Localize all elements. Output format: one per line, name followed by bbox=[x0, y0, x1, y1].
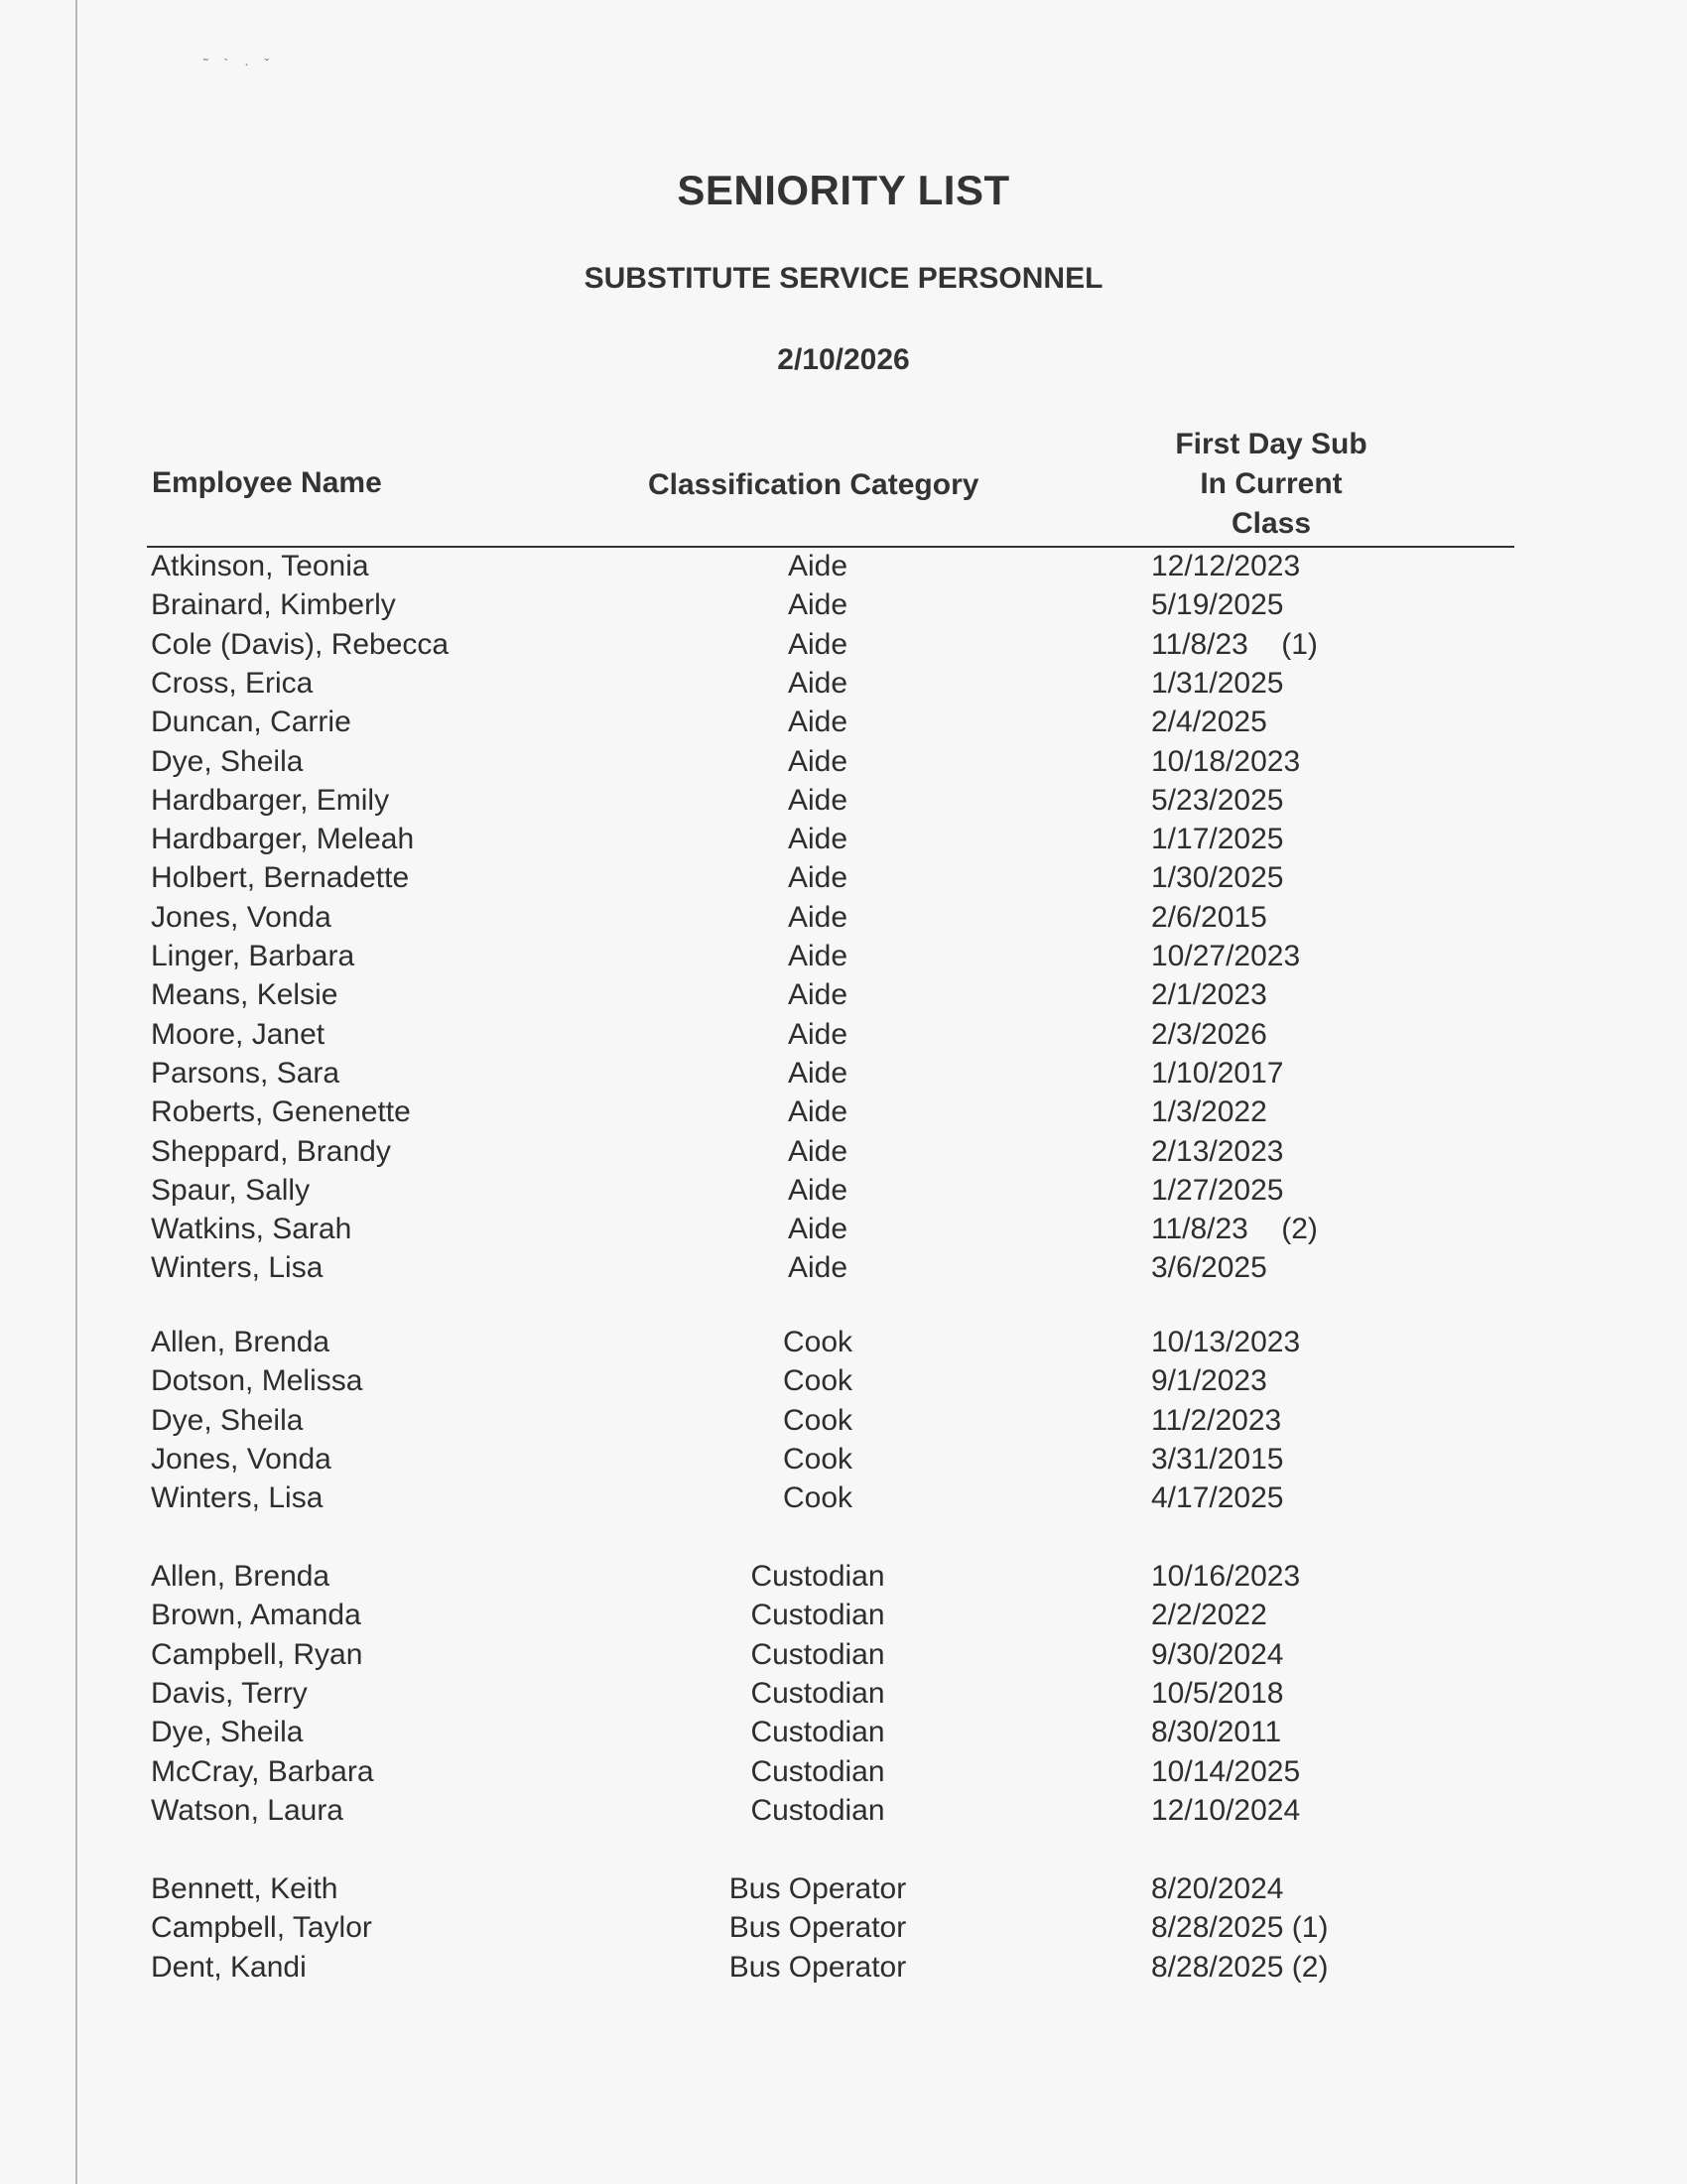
table-row bbox=[0, 1635, 1687, 1675]
header-first-day-sub bbox=[1142, 425, 1400, 544]
employee-name-cell: Holbert, Bernadette bbox=[151, 861, 410, 895]
first-day-cell: 1/10/2017 bbox=[1151, 1056, 1284, 1090]
classification-cell: Aide bbox=[787, 1173, 848, 1207]
classification-cell: Aide bbox=[787, 940, 848, 972]
first-day-cell: 2/6/2015 bbox=[1151, 900, 1267, 934]
list-date: 2/10/2026 bbox=[777, 343, 910, 376]
employee-name-cell: Brainard, Kimberly bbox=[151, 588, 396, 622]
classification-cell: Aide bbox=[787, 978, 848, 1012]
employee-name-cell: Winters, Lisa bbox=[151, 1481, 324, 1515]
employee-name-cell: Jones, Vonda bbox=[151, 1442, 331, 1476]
first-day-cell: 1/30/2025 bbox=[1151, 861, 1284, 895]
first-day-cell: 9/30/2024 bbox=[1151, 1637, 1284, 1671]
table-row bbox=[0, 1752, 1687, 1792]
classification-cell: Bus Operator bbox=[728, 1872, 907, 1905]
first-day-cell: 11/8/23 (2) bbox=[1151, 1213, 1318, 1246]
first-day-cell: 3/31/2015 bbox=[1151, 1442, 1284, 1476]
classification-cell: Aide bbox=[787, 861, 848, 895]
employee-name-cell: Cole (Davis), Rebecca bbox=[151, 627, 450, 661]
classification-cell: Cook bbox=[782, 1403, 853, 1437]
employee-name-cell: Brown, Amanda bbox=[151, 1599, 361, 1632]
classification-cell: Aide bbox=[787, 706, 848, 739]
employee-name-cell: Linger, Barbara bbox=[151, 940, 355, 972]
first-day-cell: 2/2/2022 bbox=[1151, 1599, 1267, 1632]
first-day-cell: 5/23/2025 bbox=[1151, 783, 1284, 817]
employee-name-cell: Davis, Terry bbox=[151, 1676, 308, 1710]
employee-name-cell: Watson, Laura bbox=[151, 1793, 343, 1827]
employee-name-cell: Winters, Lisa bbox=[151, 1251, 324, 1285]
classification-cell: Aide bbox=[787, 627, 848, 661]
table-row bbox=[0, 781, 1687, 821]
table-row bbox=[0, 703, 1687, 742]
employee-name-cell: Allen, Brenda bbox=[151, 1560, 330, 1593]
employee-name-cell: Spaur, Sally bbox=[151, 1173, 311, 1207]
table-row bbox=[0, 1248, 1687, 1288]
table-row bbox=[0, 1869, 1687, 1909]
employee-name-cell: Campbell, Taylor bbox=[151, 1911, 372, 1945]
first-day-cell: 5/19/2025 bbox=[1151, 588, 1284, 622]
first-day-cell: 8/28/2025 (2) bbox=[1151, 1950, 1329, 1984]
table-row bbox=[0, 1908, 1687, 1948]
table-row bbox=[0, 1948, 1687, 1988]
classification-cell: Cook bbox=[782, 1326, 853, 1358]
classification-cell: Bus Operator bbox=[728, 1950, 907, 1984]
table-row bbox=[0, 975, 1687, 1015]
header-first-day-line3: Class bbox=[1231, 507, 1312, 540]
employee-name-cell: Means, Kelsie bbox=[151, 978, 338, 1012]
table-row bbox=[0, 898, 1687, 938]
classification-cell: Custodian bbox=[750, 1560, 885, 1593]
first-day-cell: 10/27/2023 bbox=[1151, 940, 1301, 972]
first-day-cell: 2/4/2025 bbox=[1151, 706, 1267, 739]
employee-name-cell: Cross, Erica bbox=[151, 666, 314, 700]
classification-cell: Cook bbox=[782, 1364, 853, 1398]
table-row bbox=[0, 742, 1687, 782]
table-row bbox=[0, 585, 1687, 625]
table-row bbox=[0, 1015, 1687, 1055]
first-day-cell: 3/6/2025 bbox=[1151, 1251, 1267, 1285]
table-row bbox=[0, 1401, 1687, 1441]
classification-cell: Bus Operator bbox=[728, 1911, 907, 1945]
table-row bbox=[0, 1596, 1687, 1635]
table-row bbox=[0, 1674, 1687, 1714]
page-subtitle: SUBSTITUTE SERVICE PERSONNEL bbox=[584, 262, 1103, 295]
table-row bbox=[0, 1092, 1687, 1132]
table-row bbox=[0, 1440, 1687, 1479]
first-day-cell: 8/28/2025 (1) bbox=[1151, 1911, 1329, 1945]
table-row bbox=[0, 1713, 1687, 1752]
classification-cell: Custodian bbox=[750, 1754, 885, 1788]
employee-name-cell: Roberts, Genenette bbox=[151, 1095, 411, 1129]
first-day-cell: 8/20/2024 bbox=[1151, 1872, 1284, 1905]
classification-cell: Aide bbox=[787, 1056, 848, 1090]
first-day-cell: 1/3/2022 bbox=[1151, 1095, 1267, 1129]
employee-name-cell: Hardbarger, Meleah bbox=[151, 823, 415, 856]
first-day-cell: 2/1/2023 bbox=[1151, 978, 1267, 1012]
employee-name-cell: Moore, Janet bbox=[151, 1017, 325, 1051]
classification-cell: Aide bbox=[787, 744, 848, 778]
employee-name-cell: Sheppard, Brandy bbox=[151, 1134, 391, 1168]
classification-cell: Aide bbox=[787, 588, 848, 622]
first-day-cell: 1/27/2025 bbox=[1151, 1173, 1284, 1207]
table-row bbox=[0, 1478, 1687, 1518]
first-day-cell: 1/17/2025 bbox=[1151, 823, 1284, 856]
table-row bbox=[0, 858, 1687, 898]
classification-cell: Aide bbox=[787, 900, 848, 934]
classification-cell: Aide bbox=[787, 823, 848, 856]
classification-cell: Custodian bbox=[750, 1599, 885, 1632]
table-row bbox=[0, 937, 1687, 976]
first-day-cell: 10/16/2023 bbox=[1151, 1560, 1301, 1593]
classification-cell: Custodian bbox=[750, 1637, 885, 1671]
table-row bbox=[0, 820, 1687, 859]
classification-cell: Aide bbox=[787, 1134, 848, 1168]
classification-cell: Aide bbox=[787, 1095, 848, 1129]
first-day-cell: 11/2/2023 bbox=[1151, 1403, 1282, 1437]
classification-cell: Aide bbox=[787, 1017, 848, 1051]
first-day-cell: 12/12/2023 bbox=[1151, 550, 1301, 582]
classification-cell: Aide bbox=[787, 783, 848, 817]
first-day-cell: 2/13/2023 bbox=[1151, 1134, 1284, 1168]
header-first-day-line2: In Current bbox=[1200, 467, 1343, 500]
table-row bbox=[0, 1557, 1687, 1597]
employee-name-cell: Dent, Kandi bbox=[151, 1950, 307, 1984]
employee-name-cell: Atkinson, Teonia bbox=[151, 550, 369, 582]
page-title: SENIORITY LIST bbox=[677, 167, 1010, 213]
employee-name-cell: Dye, Sheila bbox=[151, 1716, 304, 1749]
first-day-cell: 11/8/23 (1) bbox=[1151, 627, 1318, 661]
header-first-day-line1: First Day Sub bbox=[1175, 428, 1367, 460]
employee-name-cell: Dotson, Melissa bbox=[151, 1364, 363, 1398]
header-employee-name: Employee Name bbox=[152, 466, 382, 499]
classification-cell: Cook bbox=[782, 1442, 853, 1476]
first-day-cell: 1/31/2025 bbox=[1151, 666, 1284, 700]
classification-cell: Custodian bbox=[750, 1676, 885, 1710]
first-day-cell: 10/5/2018 bbox=[1151, 1676, 1284, 1710]
header-classification-category: Classification Category bbox=[648, 468, 979, 501]
employee-name-cell: Allen, Brenda bbox=[151, 1326, 330, 1358]
employee-name-cell: Jones, Vonda bbox=[151, 900, 331, 934]
table-row bbox=[0, 1361, 1687, 1401]
table-row bbox=[0, 1210, 1687, 1249]
table-row bbox=[0, 547, 1687, 586]
first-day-cell: 4/17/2025 bbox=[1151, 1481, 1284, 1515]
employee-name-cell: Bennett, Keith bbox=[151, 1872, 338, 1905]
first-day-cell: 12/10/2024 bbox=[1151, 1793, 1301, 1827]
employee-name-cell: Parsons, Sara bbox=[151, 1056, 340, 1090]
classification-cell: Cook bbox=[782, 1481, 853, 1515]
table-row bbox=[0, 664, 1687, 704]
table-row bbox=[0, 1054, 1687, 1093]
employee-name-cell: McCray, Barbara bbox=[151, 1754, 374, 1788]
table-row bbox=[0, 1171, 1687, 1211]
first-day-cell: 10/18/2023 bbox=[1151, 744, 1301, 778]
classification-cell: Aide bbox=[787, 666, 848, 700]
first-day-cell: 10/13/2023 bbox=[1151, 1326, 1301, 1358]
classification-cell: Custodian bbox=[750, 1716, 885, 1749]
employee-name-cell: Duncan, Carrie bbox=[151, 706, 351, 739]
first-day-cell: 8/30/2011 bbox=[1151, 1716, 1282, 1749]
scan-speck-mark: ˜ ` · ˇ bbox=[203, 56, 276, 71]
first-day-cell: 9/1/2023 bbox=[1151, 1364, 1267, 1398]
table-row bbox=[0, 625, 1687, 665]
classification-cell: Aide bbox=[787, 1251, 848, 1285]
first-day-cell: 2/3/2026 bbox=[1151, 1017, 1267, 1051]
table-header bbox=[147, 425, 1514, 544]
employee-name-cell: Hardbarger, Emily bbox=[151, 783, 390, 817]
employee-name-cell: Watkins, Sarah bbox=[151, 1213, 352, 1246]
table-row bbox=[0, 1132, 1687, 1172]
classification-cell: Aide bbox=[787, 550, 848, 582]
employee-name-cell: Campbell, Ryan bbox=[151, 1637, 363, 1671]
classification-cell: Custodian bbox=[750, 1793, 885, 1827]
classification-cell: Aide bbox=[787, 1213, 848, 1246]
first-day-cell: 10/14/2025 bbox=[1151, 1754, 1301, 1788]
table-row bbox=[0, 1323, 1687, 1362]
employee-name-cell: Dye, Sheila bbox=[151, 1403, 304, 1437]
table-row bbox=[0, 1791, 1687, 1831]
employee-name-cell: Dye, Sheila bbox=[151, 744, 304, 778]
